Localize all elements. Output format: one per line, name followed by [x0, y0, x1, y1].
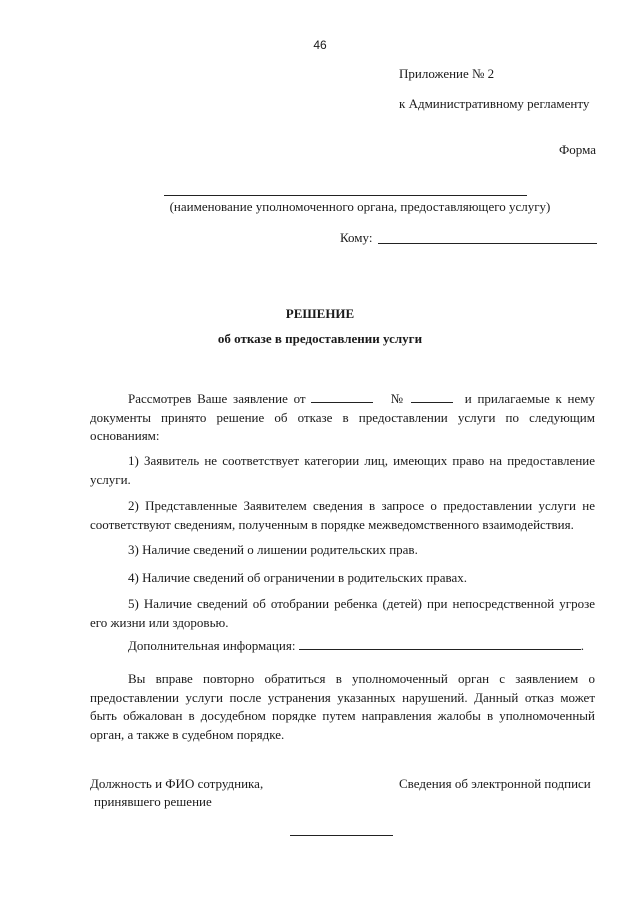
document-subtitle: об отказе в предоставлении услуги — [217, 331, 423, 346]
intro-text-2: № — [390, 391, 406, 406]
application-date-blank — [311, 390, 373, 403]
appendix-line-1: Приложение № 2 — [399, 66, 495, 81]
reason-item: 3) Наличие сведений о лишении родительских прав. — [128, 542, 418, 557]
additional-info — [90, 637, 595, 656]
intro-paragraph — [90, 390, 595, 446]
intro-text-3: и прилагаемые к нему документы принято решение об отказе в предоставлении услуги по следующим основаниям: — [90, 391, 596, 443]
page-number: 46 — [313, 38, 327, 52]
reason-item: 4) Наличие сведений об ограничении в родительских правах. — [128, 570, 468, 585]
appendix-line-2: к Административному регламенту — [399, 96, 590, 111]
e-signature-label: Сведения об электронной подписи — [399, 776, 591, 791]
reason-item: 1) Заявитель не соответствует категории лиц, имеющих право на предоставление услуги. — [90, 453, 595, 487]
authority-name-line — [164, 195, 527, 196]
reason-item: 2) Представленные Заявителем сведения в запросе о предоставлении услуги не соответствуют сведениям, полученным в порядке межведомственного взаимодействия. — [90, 498, 595, 532]
signer-position-label: Должность и ФИО сотрудника, — [90, 776, 264, 791]
signer-decision-label: принявшего решение — [94, 794, 212, 809]
form-label: Форма — [559, 142, 596, 157]
additional-info-end: . — [580, 638, 584, 653]
recipient-line — [378, 243, 597, 244]
reason-item: 5) Наличие сведений об отобрании ребенка (детей) при непосредственной угрозе его жизни или здоровью. — [90, 596, 595, 630]
additional-info-blank — [299, 637, 581, 650]
authority-caption: (наименование уполномоченного органа, предоставляющего услугу) — [169, 199, 551, 214]
application-number-blank — [411, 390, 453, 403]
document-title: РЕШЕНИЕ — [285, 306, 355, 321]
intro-text-1: Рассмотрев Ваше заявление от — [128, 391, 306, 406]
additional-info-label: Дополнительная информация: — [128, 638, 296, 653]
appeal-paragraph: Вы вправе повторно обратиться в уполномоченный орган с заявлением о предоставлении услуги после устранения указанных нарушений. Данный отказ может быть обжалован в досудебном порядке путем направления жалобы в уполномоченный орган, а также в судебном порядке. — [90, 671, 595, 742]
footer-divider — [290, 835, 393, 836]
to-label: Кому: — [340, 230, 373, 245]
